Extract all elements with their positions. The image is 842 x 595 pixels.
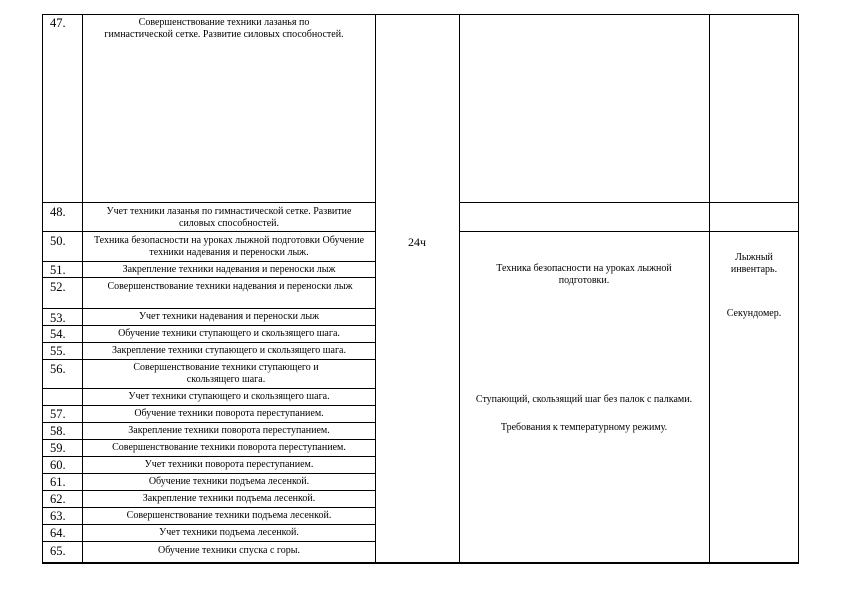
row-topic: Закрепление техники поворота переступанием.: [128, 425, 330, 436]
row-divider: [42, 231, 376, 232]
row-divider: [42, 456, 376, 457]
content-safety: Техника безопасности на уроках лыжной подготовки.: [496, 263, 672, 286]
row-divider: [42, 388, 376, 389]
table-left-border: [42, 14, 43, 563]
equipment-stopwatch: Секундомер.: [726, 308, 782, 319]
row-divider: [42, 325, 376, 326]
row-number: 60.: [50, 458, 66, 472]
row-divider-right-1: [459, 202, 799, 203]
row-topic: Закрепление техники подъема лесенкой.: [142, 493, 316, 504]
row-number: 53.: [50, 311, 66, 325]
row-topic: Совершенствование техники надевания и переноски лыж: [107, 281, 353, 292]
row-divider: [42, 524, 376, 525]
column-divider-content: [709, 14, 710, 563]
equipment-skis: Лыжный инвентарь.: [730, 252, 778, 275]
row-topic: Совершенствование техники ступающего и скользящего шага.: [133, 362, 319, 385]
row-topic: Учет техники подъема лесенкой.: [159, 527, 299, 538]
row-number: 65.: [50, 544, 66, 558]
row-divider: [42, 342, 376, 343]
row-topic: Учет техники поворота переступанием.: [144, 459, 314, 470]
row-number: 50.: [50, 234, 66, 248]
table-bottom-border: [42, 562, 799, 564]
table-top-border: [42, 14, 799, 15]
row-topic: Учет техники лазанья по гимнастической сетке. Развитие силовых способностей.: [106, 206, 352, 229]
row-number: 54.: [50, 327, 66, 341]
row-number: 51.: [50, 263, 66, 277]
table-right-border: [798, 14, 799, 563]
hours-value: 24ч: [408, 235, 427, 249]
row-divider: [42, 490, 376, 491]
row-divider: [42, 473, 376, 474]
row-number: 64.: [50, 526, 66, 540]
row-number: 62.: [50, 492, 66, 506]
content-steps: Ступающий, скользящий шаг без палок с палками.: [475, 394, 693, 405]
row-divider: [42, 405, 376, 406]
row-topic: Совершенствование техники поворота переступанием.: [112, 442, 346, 453]
row-number: 58.: [50, 424, 66, 438]
row-topic: Совершенствование техники лазанья по гимнастической сетке. Развитие силовых способностей.: [104, 17, 344, 40]
row-divider: [42, 541, 376, 542]
lesson-plan-table: [42, 14, 799, 563]
row-divider: [42, 308, 376, 309]
row-divider: [42, 277, 376, 278]
content-temperature: Требования к температурному режиму.: [500, 422, 668, 433]
row-number: 59.: [50, 441, 66, 455]
row-number: 52.: [50, 280, 66, 294]
row-divider: [42, 507, 376, 508]
row-topic: Закрепление техники надевания и переноски лыж: [122, 264, 336, 275]
row-number: 61.: [50, 475, 66, 489]
column-divider-hours: [459, 14, 460, 563]
row-divider-right-2: [459, 231, 799, 232]
column-divider-number: [82, 14, 83, 563]
row-divider: [42, 202, 376, 203]
row-topic: Учет техники ступающего и скользящего шага.: [128, 391, 330, 402]
row-divider: [42, 261, 376, 262]
row-topic: Техника безопасности на уроках лыжной подготовки Обучение техники надевания и переноски лыж.: [93, 235, 365, 258]
row-topic: Обучение техники подъема лесенкой.: [148, 476, 310, 487]
row-topic: Обучение техники спуска с горы.: [157, 545, 300, 556]
column-divider-topic: [375, 14, 376, 563]
row-topic: Обучение техники поворота переступанием.: [134, 408, 324, 419]
row-topic: Закрепление техники ступающего и скользящего шага.: [112, 345, 346, 356]
row-divider: [42, 422, 376, 423]
row-topic: Совершенствование техники подъема лесенкой.: [126, 510, 332, 521]
row-number: 63.: [50, 509, 66, 523]
row-divider: [42, 439, 376, 440]
row-number: 47.: [50, 16, 66, 30]
row-topic: Обучение техники ступающего и скользящего шага.: [118, 328, 340, 339]
row-number: 56.: [50, 362, 66, 376]
row-topic: Учет техники надевания и переноски лыж: [138, 311, 320, 322]
row-number: 57.: [50, 407, 66, 421]
row-number: 55.: [50, 344, 66, 358]
row-divider: [42, 359, 376, 360]
row-number: 48.: [50, 205, 66, 219]
